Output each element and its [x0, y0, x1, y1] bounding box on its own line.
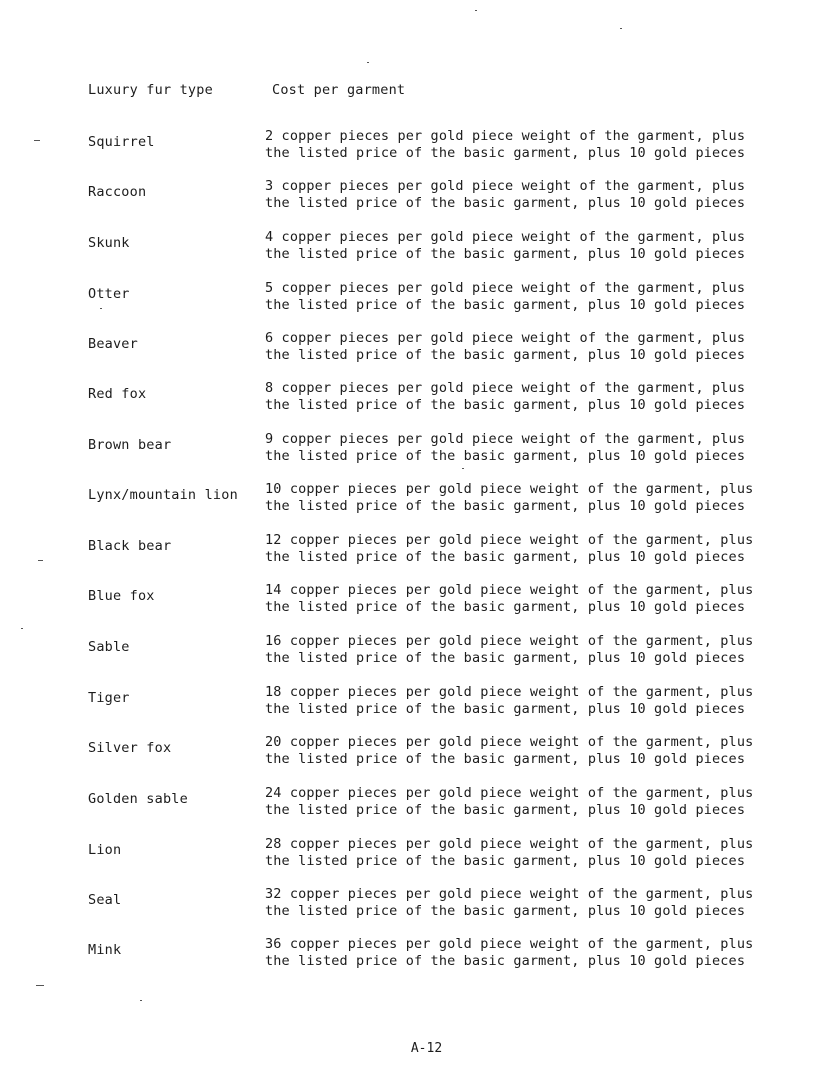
cost-line-1: 24 copper pieces per gold piece weight of the garment, plus [265, 785, 754, 801]
cost-cell [265, 229, 805, 263]
table-row [0, 330, 827, 376]
fur-type-cell: Golden sable [88, 791, 188, 807]
table-row [0, 684, 827, 730]
table-row [0, 280, 827, 326]
cost-line-2: the listed price of the basic garment, plus 10 gold pieces [265, 853, 746, 869]
fur-type-cell: Tiger [88, 690, 130, 706]
cost-cell [265, 481, 805, 515]
cost-line-1: 36 copper pieces per gold piece weight of the garment, plus [265, 936, 754, 952]
fur-type-cell: Lion [88, 842, 122, 858]
cost-cell [265, 936, 805, 970]
fur-type-cell: Red fox [88, 386, 147, 402]
fur-type-cell: Beaver [88, 336, 138, 352]
cost-line-2: the listed price of the basic garment, plus 10 gold pieces [265, 297, 746, 313]
cost-cell [265, 684, 805, 718]
fur-type-cell: Brown bear [88, 437, 172, 453]
cost-cell [265, 330, 805, 364]
fur-type-cell: Squirrel [88, 134, 155, 150]
fur-type-cell: Black bear [88, 538, 172, 554]
cost-line-2: the listed price of the basic garment, plus 10 gold pieces [265, 347, 746, 363]
scan-speck [100, 308, 102, 309]
cost-line-1: 20 copper pieces per gold piece weight of the garment, plus [265, 734, 754, 750]
fur-type-cell: Otter [88, 286, 130, 302]
cost-cell [265, 178, 805, 212]
cost-line-2: the listed price of the basic garment, plus 10 gold pieces [265, 751, 746, 767]
cost-line-2: the listed price of the basic garment, plus 10 gold pieces [265, 448, 746, 464]
fur-type-cell: Raccoon [88, 184, 147, 200]
column-header-fur-type: Luxury fur type [88, 82, 213, 98]
fur-type-cell: Lynx/mountain lion [88, 487, 238, 503]
cost-cell [265, 280, 805, 314]
cost-line-2: the listed price of the basic garment, plus 10 gold pieces [265, 953, 746, 969]
cost-line-1: 6 copper pieces per gold piece weight of the garment, plus [265, 330, 746, 346]
cost-line-2: the listed price of the basic garment, plus 10 gold pieces [265, 246, 746, 262]
table-row [0, 734, 827, 780]
table-row [0, 532, 827, 578]
cost-line-1: 9 copper pieces per gold piece weight of the garment, plus [265, 431, 746, 447]
cost-cell [265, 380, 805, 414]
scan-speck [34, 140, 40, 141]
cost-line-1: 3 copper pieces per gold piece weight of the garment, plus [265, 178, 746, 194]
cost-cell [265, 128, 805, 162]
cost-line-1: 28 copper pieces per gold piece weight of the garment, plus [265, 836, 754, 852]
cost-cell [265, 785, 805, 819]
cost-line-2: the listed price of the basic garment, plus 10 gold pieces [265, 549, 746, 565]
cost-line-2: the listed price of the basic garment, plus 10 gold pieces [265, 145, 746, 161]
table-row [0, 481, 827, 527]
fur-type-cell: Silver fox [88, 740, 172, 756]
scan-speck [367, 62, 369, 63]
scan-speck [36, 985, 44, 986]
cost-line-2: the listed price of the basic garment, plus 10 gold pieces [265, 599, 746, 615]
cost-cell [265, 532, 805, 566]
cost-cell [265, 734, 805, 768]
cost-line-1: 18 copper pieces per gold piece weight of the garment, plus [265, 684, 754, 700]
cost-cell [265, 582, 805, 616]
scan-speck [475, 10, 477, 11]
scan-speck [462, 468, 464, 469]
table-row [0, 785, 827, 831]
table-row [0, 431, 827, 477]
cost-line-1: 10 copper pieces per gold piece weight of the garment, plus [265, 481, 754, 497]
page-number-text: A-12 [410, 1041, 443, 1056]
table-row [0, 836, 827, 882]
cost-line-2: the listed price of the basic garment, plus 10 gold pieces [265, 903, 746, 919]
column-header-cost: Cost per garment [272, 82, 406, 98]
fur-type-cell: Mink [88, 942, 122, 958]
table-row [0, 633, 827, 679]
scan-speck [620, 28, 622, 29]
scan-speck [38, 560, 43, 561]
cost-line-2: the listed price of the basic garment, plus 10 gold pieces [265, 650, 746, 666]
table-row [0, 886, 827, 932]
fur-type-cell: Seal [88, 892, 122, 908]
cost-line-2: the listed price of the basic garment, plus 10 gold pieces [265, 701, 746, 717]
scan-speck [140, 1000, 142, 1001]
cost-cell [265, 836, 805, 870]
cost-line-1: 2 copper pieces per gold piece weight of the garment, plus [265, 128, 746, 144]
table-row [0, 178, 827, 224]
cost-line-1: 32 copper pieces per gold piece weight of the garment, plus [265, 886, 754, 902]
table-row [0, 128, 827, 174]
cost-line-1: 16 copper pieces per gold piece weight of the garment, plus [265, 633, 754, 649]
cost-cell [265, 886, 805, 920]
cost-line-2: the listed price of the basic garment, plus 10 gold pieces [265, 498, 746, 514]
cost-line-1: 12 copper pieces per gold piece weight of the garment, plus [265, 532, 754, 548]
cost-line-1: 4 copper pieces per gold piece weight of the garment, plus [265, 229, 746, 245]
cost-cell [265, 431, 805, 465]
page-number [0, 1041, 827, 1056]
cost-line-1: 5 copper pieces per gold piece weight of the garment, plus [265, 280, 746, 296]
cost-line-2: the listed price of the basic garment, plus 10 gold pieces [265, 397, 746, 413]
fur-type-cell: Sable [88, 639, 130, 655]
table-row [0, 229, 827, 275]
cost-line-2: the listed price of the basic garment, plus 10 gold pieces [265, 195, 746, 211]
table-row [0, 936, 827, 982]
fur-type-cell: Blue fox [88, 588, 155, 604]
cost-line-2: the listed price of the basic garment, plus 10 gold pieces [265, 802, 746, 818]
scan-speck [21, 628, 23, 629]
cost-cell [265, 633, 805, 667]
cost-line-1: 14 copper pieces per gold piece weight of the garment, plus [265, 582, 754, 598]
fur-type-cell: Skunk [88, 235, 130, 251]
table-row [0, 380, 827, 426]
table-row [0, 582, 827, 628]
cost-line-1: 8 copper pieces per gold piece weight of the garment, plus [265, 380, 746, 396]
